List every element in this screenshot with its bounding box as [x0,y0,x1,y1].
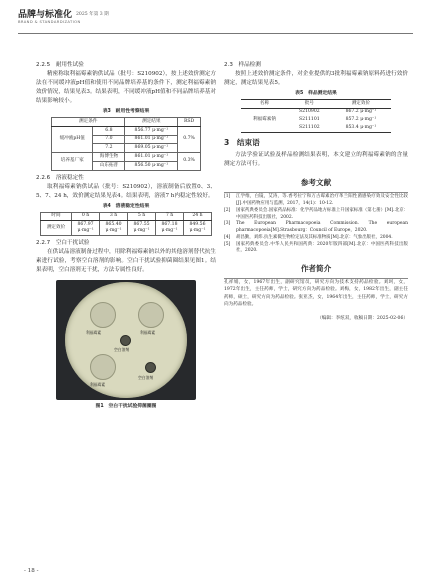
figure-1-petri-dish-photo [56,280,196,400]
journal-title: 品牌与标准化 [18,10,73,20]
t4-header: 3 h [100,212,128,221]
table-4 [40,212,212,237]
fig-label-top-left: 利福霉素 [86,329,102,335]
t3-header-result: 测定结果 [125,118,178,127]
well-blank-bottom-right [145,362,156,373]
t5-cell: S210902 [299,109,320,115]
t5-header: 批号 [288,99,331,108]
t3-cell: 山东拓普 [93,161,125,170]
journal-issue: 2025 年第 3 期 [76,12,109,17]
t3-group-medium: 培养基厂家 [52,153,93,171]
fig-label-top-right: 利福霉素 [140,329,156,335]
figure-1-caption: 图1 空白干扰试验抑菌圈图 [95,403,157,409]
t5-cell: 853.4 μ·mg⁻¹ [345,125,377,131]
t3-cell: 7.0 [93,135,125,144]
t3-rsd-medium: 0.3% [178,153,201,171]
t3-cell: 海博生物 [93,153,125,162]
table-5-caption: 表5 样品测定结果 [295,91,337,97]
t3-header-rsd: RSD [178,118,201,127]
table-3-caption: 表3 耐用性考察结果 [102,109,150,115]
references-divider [224,192,408,193]
t3-cell: 861.01 μ·mg⁻¹ [125,153,178,162]
section-2-2-6-text: 取利福霉素钠供试品（批号：S210902），溶液制备后放置0、3、5、7、24 h，效价测定结果见表4。结果表明，溶液7 h内稳定性较好。 [36,183,216,199]
section-2-3-text: 按照上述效价测定条件，对企业提供的3批利福霉素钠原料药进行效价测定，测定结果见表5。 [224,71,408,87]
fig-label-center: 空白溶剂 [114,346,130,352]
header-divider [18,33,413,34]
table-3 [51,117,201,171]
t5-cell: S211102 [299,125,320,131]
t4-cell: 867.97 μ·mg⁻¹ [72,221,100,236]
page-header [18,8,413,34]
t5-header: 测定效价 [331,99,391,108]
editor-note: （编辑：李炫双，收稿日期：2025-02-06） [317,316,408,322]
section-2-2-5-text: 精密称取利福霉素钠供试品（批号：S210902），按上述效价测定方法在不同缓冲液pH值和使用不同品牌培养基的条件下，测定利福霉素钠效价情况，结果见表3。结果表明，不同缓冲液pH值和不同品牌培养基对结果影响较小。 [36,71,216,105]
table-5 [241,99,391,133]
reference-item: [1] 江学维，白镜，艾涛，等.香考拉宁和万古霉素治疗革兰阳性菌感染疗效及安全性比较[J].中国药物应用与监测，2017，14(1)：10-12. [224,194,408,207]
table-4-caption: 表4 溶液稳定性结果 [102,203,150,209]
author-bio-text: 孔祥娟，女，1967年出生，副研究馆员，研究方向为技术支持药品检验。刘珂，女，1972年出生，主任药师，学士，研究方向为药品检验。刘梅，女，1982年出生，副主任药师，硕士，研究方向为药品检验。张亚杰，女，1964年出生，主任药师，学士，研究方向为药品检验。 [224,280,408,308]
section-2-2-7-text: 在供试品溶液制备过程中，用除利福霉素钠以外的其他溶剂替代抗生素进行试验，考察空白溶剂的影响。空白干扰试验抑菌圈结果见图1。结果表明，空白溶剂无干扰，方法专属性良好。 [36,249,216,274]
well-blank-center [120,335,131,346]
t5-cell: 857.2 μ·mg⁻¹ [345,117,377,123]
section-3-heading: 3 结束语 [224,138,260,148]
section-3-text: 方法学验证试验及样品检测结果表明，本文建立的利福霉素钠的含量测定方法可行。 [224,152,408,168]
section-2-2-5-heading: 2.2.5 耐用性试验 [36,62,84,68]
page-number: - 18 - [24,568,39,574]
t3-header-condition: 测定条件 [52,118,125,127]
reference-item: [3] The European Pharmacopoeia Commission. The european pharmacopoeia[M].Strasbourg：Council of Europe，2020. [224,221,408,234]
t4-cell: 849.56 μ·mg⁻¹ [183,221,211,236]
fig-label-bottom-right: 空白溶剂 [138,374,154,380]
reference-item: [5] 国家药典委员会.中华人民共和国药典：2020年版四部[M].北京：中国医药科技出版社，2020. [224,241,408,254]
well-top-left [90,302,116,328]
t3-cell: 861.01 μ·mg⁻¹ [125,135,178,144]
fig-label-bottom-left: 利福霉素 [90,381,106,387]
t4-header: 0 h [72,212,100,221]
t5-header: 名称 [241,99,288,108]
t3-cell: 7.2 [93,144,125,153]
t3-cell: 6.8 [93,126,125,135]
t4-cell: 867.18 μ·mg⁻¹ [156,221,184,236]
t3-rsd-ph: 0.7% [178,126,201,152]
section-2-3-heading: 2.3 样品检测 [224,62,261,68]
t3-cell: 856.77 μ·mg⁻¹ [125,126,178,135]
section-2-2-7-heading: 2.2.7 空白干扰试验 [36,240,90,247]
well-top-right [138,302,164,328]
t4-header: 时间 [41,212,72,221]
reference-item: [2] 国家药典委员会.国家药品标准：化学药品地方标准上升国家标准（第七册）[M].北京：中国医药科技出版社，2002. [224,207,408,220]
t4-header: 5 h [128,212,156,221]
t5-cell: S211101 [299,117,320,123]
section-2-2-6-heading: 2.2.6 溶液稳定性 [36,174,84,181]
t3-group-ph: 缓冲液pH值 [52,126,93,152]
t4-header: 24 h [183,212,211,221]
well-bottom-left [90,354,116,380]
t3-cell: 869.05 μ·mg⁻¹ [125,144,178,153]
t4-cell: 867.55 μ·mg⁻¹ [128,221,156,236]
author-bio-divider [224,278,408,279]
right-column [224,60,408,323]
t5-name: 利福霉素钠 [252,117,276,123]
t4-row-label: 测定效价 [41,221,72,236]
t3-cell: 856.50 μ·mg⁻¹ [125,161,178,170]
journal-title-english: BRAND & STANDARDIZATION [18,20,81,24]
reference-item: [4] 胡昌勤，刘炜.抗生素微生物检定法及其标准物质[M].北京：气象出版社，2004. [224,234,393,240]
t5-cell: 867.2 μ·mg⁻¹ [345,109,377,115]
references-heading: 参考文献 [300,178,332,188]
t4-cell: 865.40 μ·mg⁻¹ [100,221,128,236]
t4-header: 7 h [156,212,184,221]
author-bio-heading: 作者简介 [300,264,332,274]
left-column [36,60,216,410]
references-list [224,194,408,255]
